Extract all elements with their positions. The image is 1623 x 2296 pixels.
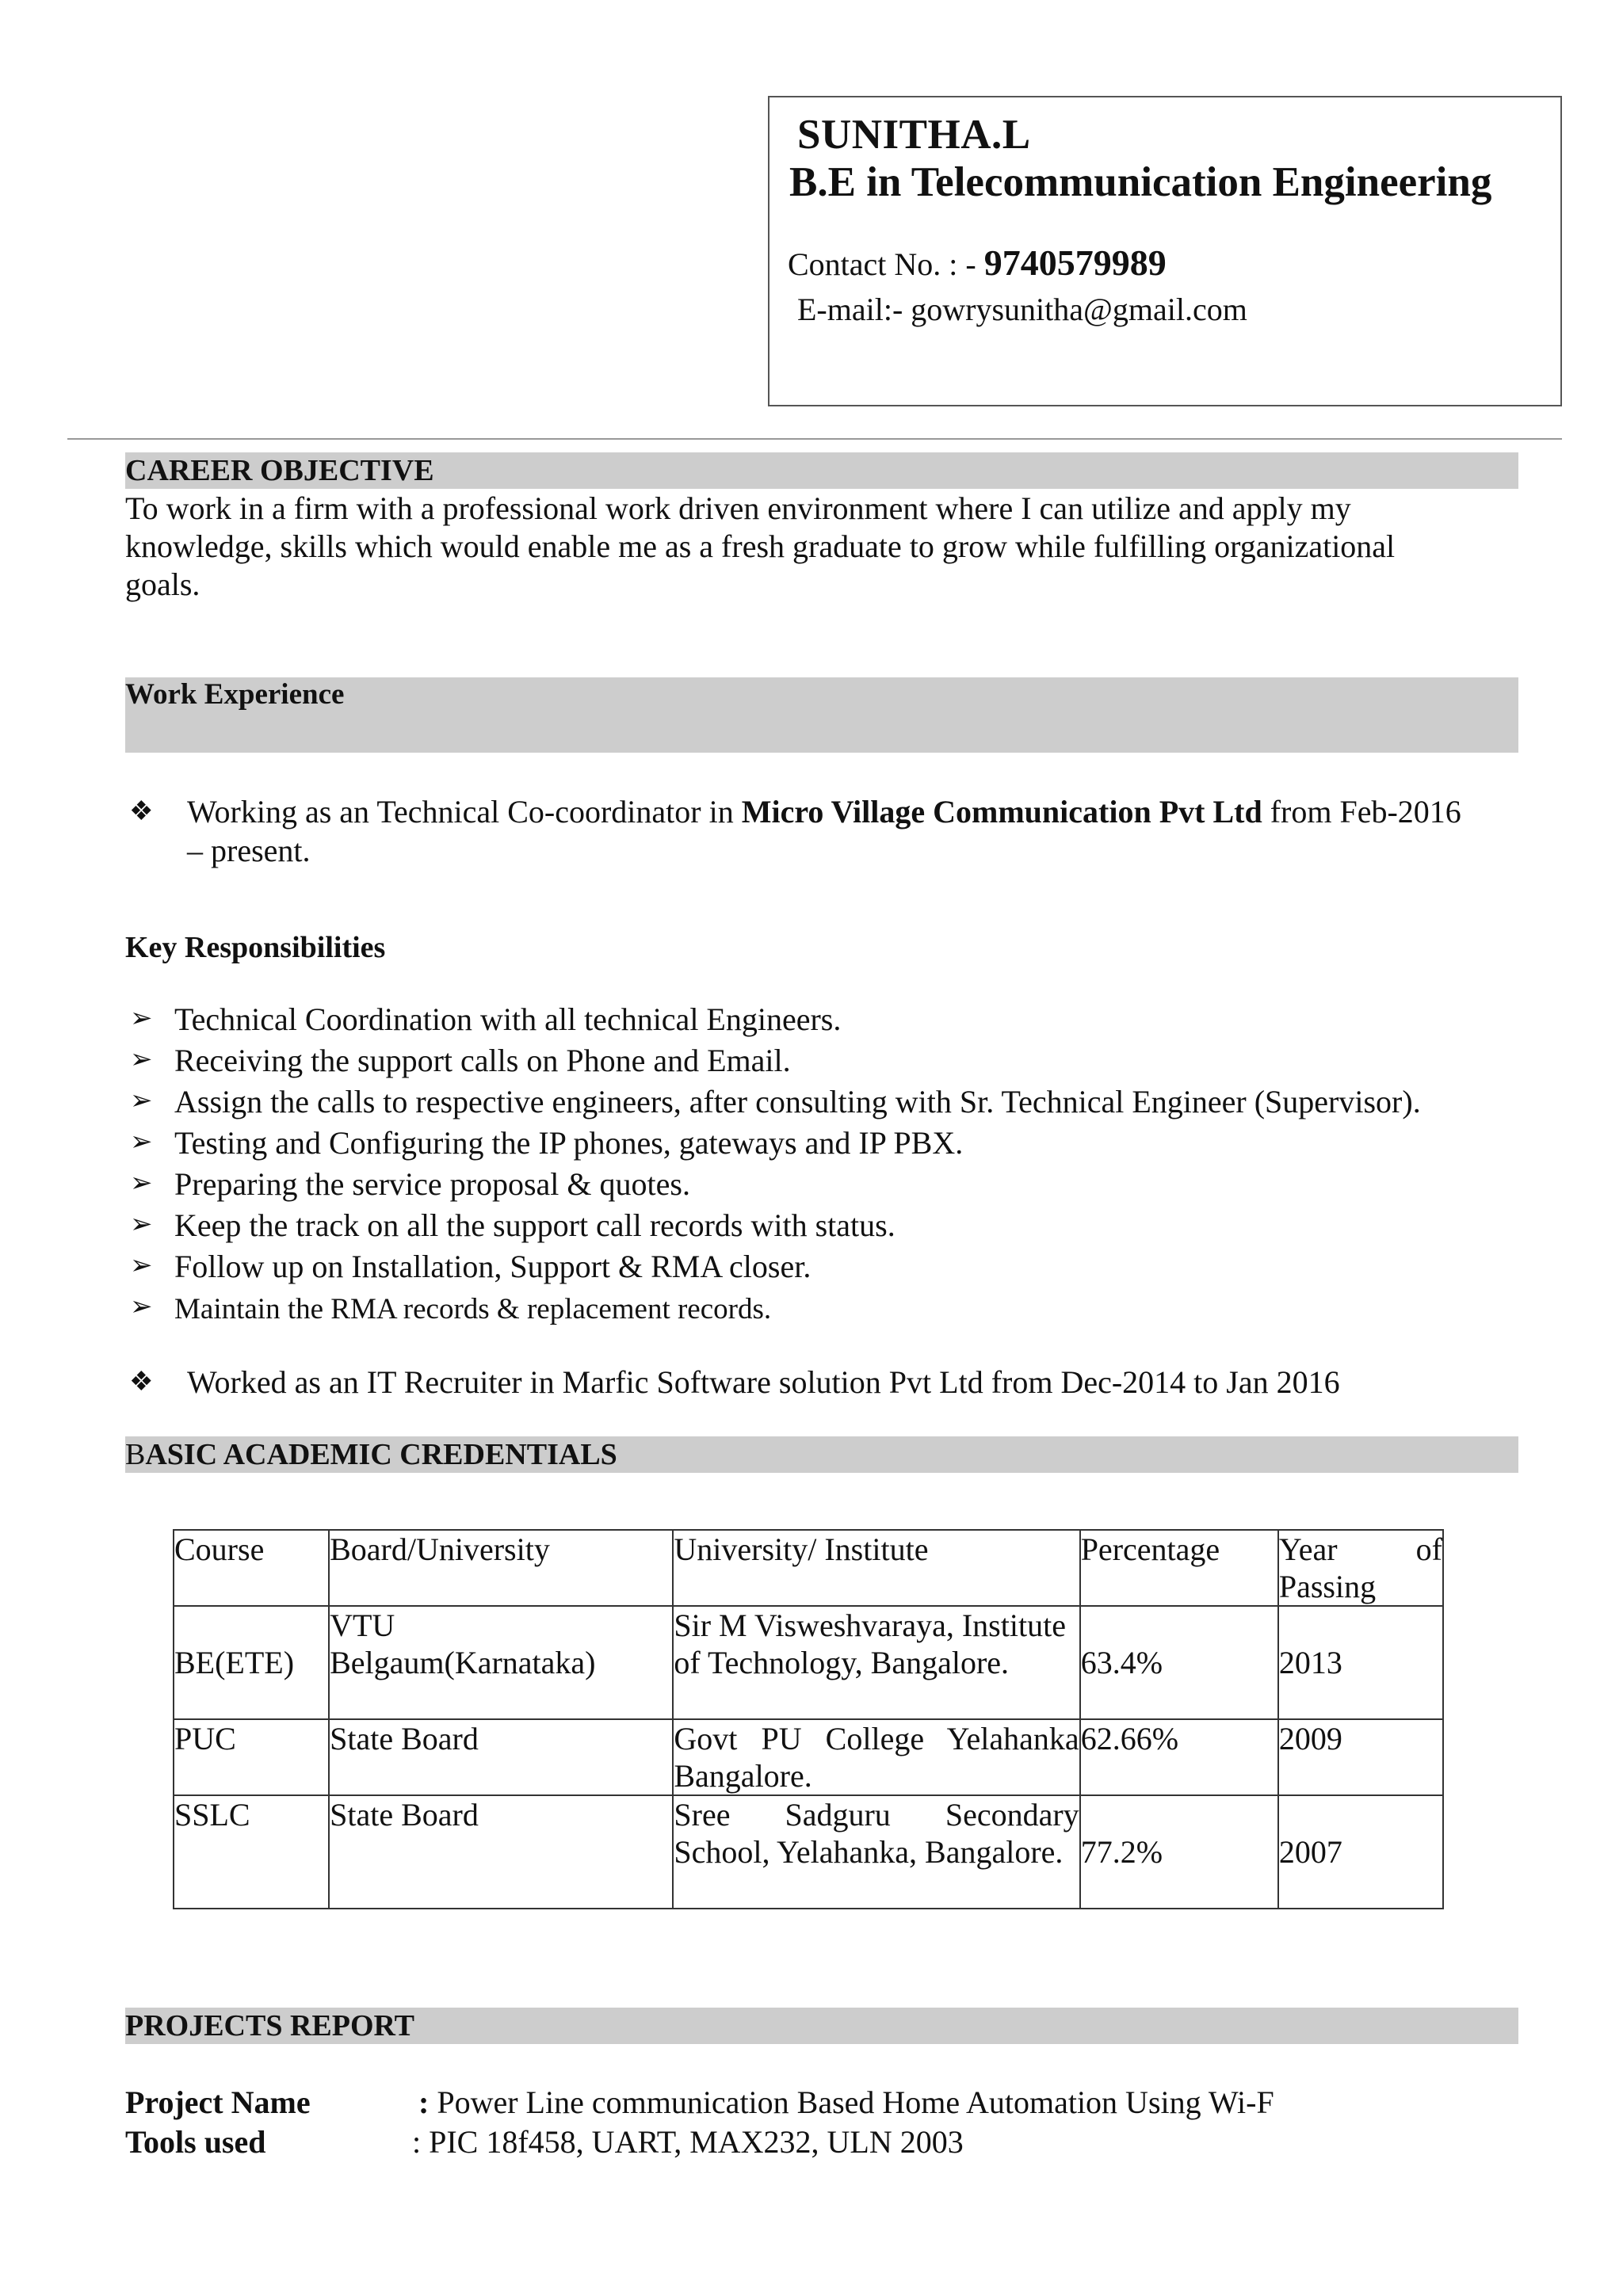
- job-text: Working as an Technical Co-coordinator in Micro Village Communication Pvt Ltd from Feb-2016 – present.: [187, 794, 1461, 868]
- year-cell: 2009: [1278, 1719, 1443, 1795]
- list-item: ➢ Assign the calls to respective engineers, after consulting with Sr. Technical Engineer (Supervisor).: [130, 1084, 1421, 1119]
- projects-band: [125, 2008, 1518, 2044]
- email-address: gowrysunitha@gmail.com: [911, 292, 1247, 327]
- percentage-cell: 63.4%: [1080, 1606, 1278, 1719]
- course-cell: BE(ETE): [174, 1606, 329, 1719]
- academics-band: [125, 1436, 1518, 1473]
- arrow-bullet-icon: ➢: [130, 1086, 153, 1116]
- table-row: [174, 1719, 1443, 1795]
- work-experience-band: [125, 677, 1518, 753]
- arrow-bullet-icon: ➢: [130, 1169, 153, 1198]
- arrow-bullet-icon: ➢: [130, 1127, 153, 1157]
- list-item: ➢ Receiving the support calls on Phone and Email.: [130, 1043, 791, 1078]
- job-item: [125, 792, 1520, 871]
- job-text: Worked as an IT Recruiter in Marfic Software solution Pvt Ltd from Dec-2014 to Jan 2016: [187, 1364, 1340, 1400]
- list-item: ➢ Follow up on Installation, Support & RMA closer.: [130, 1249, 812, 1284]
- list-item: ➢ Keep the track on all the support call records with status.: [130, 1207, 896, 1243]
- project-name-label: Project Name: [125, 2084, 311, 2120]
- header-cell: Year of Passing: [1278, 1531, 1442, 1604]
- institute-cell: Sree Sadguru Secondary School, Yelahanka, Bangalore.: [673, 1795, 1079, 1909]
- header-cell: Course: [174, 1530, 329, 1606]
- table-header-row: [174, 1530, 1443, 1606]
- project-name-value: Power Line communication Based Home Automation Using Wi-F: [437, 2084, 1274, 2120]
- candidate-name: SUNITHA.L: [797, 112, 1031, 158]
- arrow-bullet-icon: ➢: [130, 1251, 153, 1280]
- objective-line: knowledge, skills which would enable me as a fresh graduate to grow while fulfilling organizational: [125, 528, 1396, 564]
- header-cell: University/ Institute: [673, 1530, 1079, 1606]
- career-objective-title: CAREER OBJECTIVE: [125, 454, 434, 487]
- tools-label: Tools used: [125, 2124, 266, 2160]
- board-cell: State Board: [329, 1795, 673, 1909]
- arrow-bullet-icon: ➢: [130, 1004, 153, 1033]
- project-name-sep: :: [418, 2084, 430, 2120]
- list-item: ➢ Testing and Configuring the IP phones, gateways and IP PBX.: [130, 1125, 964, 1161]
- board-cell: VTU Belgaum(Karnataka): [329, 1606, 673, 1719]
- list-item: ➢ Technical Coordination with all technical Engineers.: [130, 1001, 842, 1037]
- diamond-bullet-icon: ❖: [129, 797, 154, 826]
- course-cell: PUC: [174, 1719, 329, 1795]
- percentage-cell: 62.66%: [1080, 1719, 1278, 1795]
- objective-line: goals.: [125, 566, 200, 602]
- diamond-bullet-icon: ❖: [129, 1367, 154, 1397]
- header-cell: Board/University: [329, 1530, 673, 1606]
- board-cell: State Board: [329, 1719, 673, 1795]
- tools-value: : PIC 18f458, UART, MAX232, ULN 2003: [412, 2124, 964, 2160]
- year-cell: 2007: [1278, 1795, 1443, 1909]
- course-cell: SSLC: [174, 1795, 329, 1909]
- company-name: Micro Village Communication Pvt Ltd: [741, 794, 1262, 830]
- institute-cell: Govt PU College Yelahanka Bangalore.: [674, 1721, 1079, 1794]
- contact-number: 9740579989: [983, 242, 1167, 283]
- projects-title: PROJECTS REPORT: [125, 2009, 414, 2042]
- year-cell: 2013: [1278, 1606, 1443, 1719]
- table-row: [174, 1606, 1443, 1719]
- tools-row: [125, 2123, 964, 2161]
- academics-title: BASIC ACADEMIC CREDENTIALS: [125, 1438, 617, 1471]
- job-item: [125, 1363, 1520, 1402]
- project-name-row: [125, 2084, 1274, 2121]
- key-responsibilities-title: Key Responsibilities: [125, 931, 386, 964]
- contact-line: [788, 242, 1167, 284]
- career-objective-text: [125, 490, 1520, 604]
- arrow-bullet-icon: ➢: [130, 1210, 153, 1239]
- percentage-cell: 77.2%: [1080, 1795, 1278, 1909]
- work-experience-title: Work Experience: [125, 678, 345, 711]
- header-cell: Percentage: [1080, 1530, 1278, 1606]
- list-item: ➢ Preparing the service proposal & quotes.: [130, 1166, 690, 1202]
- email-label: E-mail:-: [797, 292, 903, 327]
- objective-line: To work in a firm with a professional work driven environment where I can utilize and apply my: [125, 490, 1351, 526]
- table-row: [174, 1795, 1443, 1909]
- list-item: ➢ Maintain the RMA records & replacement records.: [130, 1292, 772, 1325]
- arrow-bullet-icon: ➢: [130, 1045, 153, 1074]
- divider: [67, 438, 1562, 440]
- academic-table: [173, 1529, 1444, 1909]
- arrow-bullet-icon: ➢: [130, 1292, 153, 1322]
- career-objective-band: [125, 452, 1518, 489]
- candidate-degree: B.E in Telecommunication Engineering: [789, 159, 1492, 205]
- institute-cell: Sir M Visweshvaraya, Institute of Technology, Bangalore.: [673, 1606, 1079, 1719]
- email-line: [797, 291, 1247, 328]
- contact-label: Contact No. : -: [788, 246, 976, 282]
